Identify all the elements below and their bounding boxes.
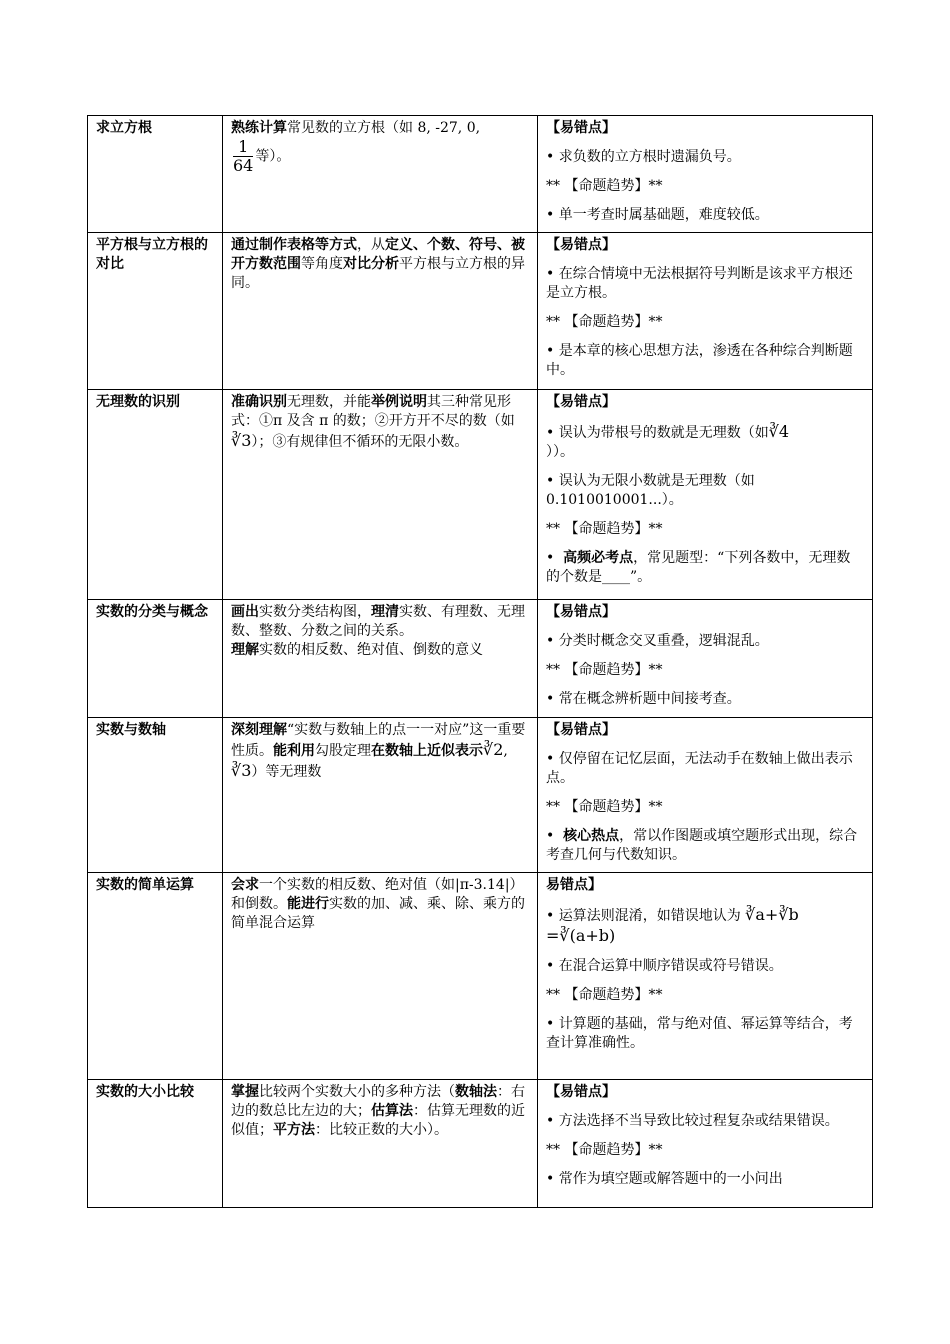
error-heading: 【易错点】	[546, 1084, 616, 1100]
trend-heading: ** 【命题趋势】**	[546, 799, 663, 815]
error-item: • 误认为带根号的数就是无理数（如∛4 ））。	[546, 422, 790, 460]
trend-heading: ** 【命题趋势】**	[546, 178, 663, 194]
cube-root: ∛3	[231, 431, 252, 450]
error-heading: 【易错点】	[546, 604, 616, 620]
table-row	[88, 718, 873, 873]
requirement-cell: 熟练计算常见数的立方根（如 8, -27, 0, $\frac{1}{64}$ 等）。	[223, 116, 538, 233]
requirement-cell: 掌握比较两个实数大小的多种方法（数轴法：右边的数总比左边的大；估算法：估算无理数的近似值；平方法：比较正数的大小）。	[223, 1080, 538, 1208]
trend-item: • 单一考查时属基础题，难度较低。	[546, 207, 769, 223]
topic-cell: 平方根与立方根的对比	[88, 233, 223, 390]
error-heading: 【易错点】	[546, 722, 616, 738]
trend-heading: ** 【命题趋势】**	[546, 662, 663, 678]
trend-heading: ** 【命题趋势】**	[546, 987, 663, 1003]
error-heading: 【易错点】	[546, 120, 616, 136]
topic-cell: 无理数的识别	[88, 390, 223, 600]
trend-item: • 核心热点，常以作图题或填空题形式出现，综合考查几何与代数知识。	[546, 828, 858, 863]
trend-item: • 是本章的核心思想方法，渗透在各种综合判断题中。	[546, 343, 853, 378]
error-trend-cell	[538, 718, 873, 873]
error-trend-cell	[538, 600, 873, 718]
error-item: • 在混合运算中顺序错误或符号错误。	[546, 958, 783, 974]
table-row	[88, 390, 873, 600]
trend-heading: ** 【命题趋势】**	[546, 1142, 663, 1158]
requirement-cell: 通过制作表格等方式，从定义、个数、符号、被开方数范围等角度对比分析平方根与立方根的异同。	[223, 233, 538, 390]
cube-root: ∛2	[483, 740, 504, 759]
trend-heading: ** 【命题趋势】**	[546, 314, 663, 330]
requirement-cell: 会求一个实数的相反数、绝对值（如|π-3.14|）和倒数。能进行实数的加、减、乘、除、乘方的简单混合运算	[223, 873, 538, 1080]
table-row	[88, 873, 873, 1080]
error-item: • 分类时概念交叉重叠，逻辑混乱。	[546, 633, 769, 649]
fraction: $\frac{1}{64}$	[233, 137, 254, 175]
cube-root: ∛3	[231, 761, 252, 780]
error-trend-cell	[538, 873, 873, 1080]
error-item: • 在综合情境中无法根据符号判断是该求平方根还是立方根。	[546, 266, 853, 301]
requirement-cell: 深刻理解“实数与数轴上的点一一对应”这一重要性质。能利用勾股定理在数轴上近似表示∛2, ∛3）等无理数	[223, 718, 538, 873]
requirement-cell: 准确识别无理数，并能举例说明其三种常见形式：①π 及含 π 的数；②开方开不尽的数（如∛3）；③有规律但不循环的无限小数。	[223, 390, 538, 600]
trend-item: • 计算题的基础，常与绝对值、幂运算等结合，考查计算准确性。	[546, 1016, 853, 1051]
trend-item: • 常作为填空题或解答题中的一小问出	[546, 1171, 783, 1187]
table-row	[88, 1080, 873, 1208]
error-trend-cell	[538, 1080, 873, 1208]
topic-cell: 求立方根	[88, 116, 223, 233]
table-row	[88, 233, 873, 390]
topic-cell: 实数与数轴	[88, 718, 223, 873]
error-trend-cell	[538, 390, 873, 600]
table-row	[88, 116, 873, 233]
topic-cell: 实数的大小比较	[88, 1080, 223, 1208]
trend-item: • 高频必考点，常见题型：“下列各数中，无理数的个数是____”。	[546, 550, 851, 585]
error-item: • 方法选择不当导致比较过程复杂或结果错误。	[546, 1113, 839, 1129]
error-trend-cell	[538, 116, 873, 233]
cube-root: ∛4	[768, 422, 790, 441]
trend-item: • 常在概念辨析题中间接考查。	[546, 691, 741, 707]
knowledge-table	[87, 115, 873, 1208]
error-heading: 【易错点】	[546, 394, 616, 410]
error-item: • 误认为无限小数就是无理数（如 0.1010010001...）。	[546, 473, 755, 508]
table-row	[88, 600, 873, 718]
radical-expression: ∛a+∛b	[745, 905, 799, 924]
error-trend-cell	[538, 233, 873, 390]
trend-heading: ** 【命题趋势】**	[546, 521, 663, 537]
error-heading: 【易错点】	[546, 237, 616, 253]
error-item: • 求负数的立方根时遗漏负号。	[546, 149, 741, 165]
error-item: • 运算法则混淆，如错误地认为 ∛a+∛b =∛(a+b)	[546, 905, 799, 945]
topic-cell: 实数的分类与概念	[88, 600, 223, 718]
radical-expression: =∛(a+b)	[546, 926, 616, 945]
topic-cell: 实数的简单运算	[88, 873, 223, 1080]
requirement-cell: 画出实数分类结构图，理清实数、有理数、无理数、整数、分数之间的关系。 理解实数的相反数、绝对值、倒数的意义	[223, 600, 538, 718]
error-item: • 仅停留在记忆层面，无法动手在数轴上做出表示点。	[546, 751, 853, 786]
error-heading: 易错点】	[546, 877, 602, 893]
